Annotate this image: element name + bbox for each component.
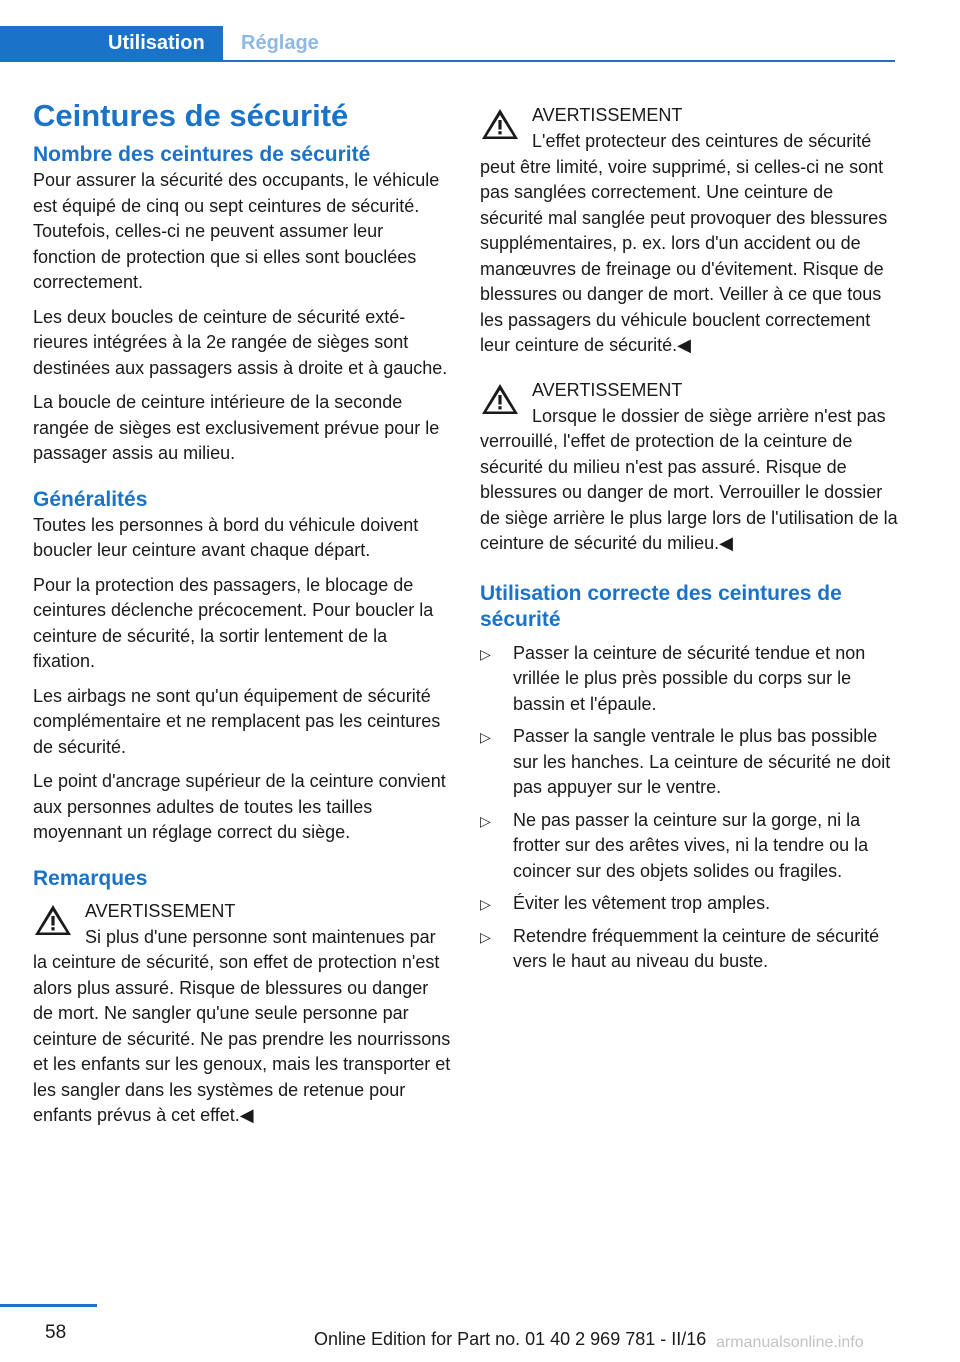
page-title: Ceintures de sécurité: [33, 98, 349, 133]
list-item: [480, 924, 898, 975]
right-column: [480, 102, 898, 982]
bullet-list: [480, 641, 898, 975]
warning-text: L'effet protecteur des ceintures de sécurité peut être limité, voire supprimé, si celles-ci ne sont pas sanglées correctement. Une ceinture de sécurité mal sanglée peut provoquer des blessures supplémentaires, p. ex. lors d'un accident ou de manœuvres de freinage ou d'évitement. Risque de blessures ou danger de mort. Veiller à ce que tous les passagers du véhicule bouclent correctement leur ceinture de sécurité.◀: [480, 131, 888, 355]
paragraph: Le point d'ancrage supérieur de la ceinture convient aux personnes adultes de toutes les tailles moyennant un réglage correct du siège.: [33, 771, 446, 842]
footer-divider: [0, 1304, 97, 1307]
paragraph: Pour assurer la sécurité des occupants, le véhicule est équipé de cinq ou sept ceintures de sécurité. Toutefois, celles-ci ne peuvent assumer leur fonction de protection que si elles sont bouclées correctement.: [33, 170, 440, 292]
paragraph: Les deux boucles de ceinture de sécurité extérieures intégrées à la 2e rangée de sièges sont destinées aux passagers assis à droite et à gauche.: [33, 306, 448, 378]
list-item: [480, 891, 898, 917]
tab-utilisation[interactable]: [0, 26, 223, 60]
warning-title: AVERTISSEMENT: [532, 379, 683, 400]
warning-block: [480, 377, 898, 557]
warning-text: Si plus d'une personne sont maintenues par la ceinture de sécurité, son effet de protection n'est alors plus assuré. Risque de blessures ou danger de mort. Ne sangler qu'une seule personne par ceinture de sécurité. Ne pas prendre les nourrissons et les enfants sur les genoux, mais les transporter et les sangler dans les systèmes de retenue pour enfants prévus à cet effet.◀: [33, 926, 451, 1125]
heading-nombre: Nombre des ceintures de sécurité: [33, 143, 371, 166]
paragraph: Les airbags ne sont qu'un équipement de sécurité complémentaire et ne remplacent pas les ceintures de sécurité.: [33, 685, 441, 757]
warning-block: [480, 102, 898, 359]
list-item-text: Passer la sangle ventrale le plus bas possible sur les hanches. La ceinture de sécurité ne doit pas appuyer sur le ventre.: [513, 726, 891, 797]
tab-reglage[interactable]: Réglage: [241, 32, 319, 54]
warning-triangle-icon: [480, 381, 520, 417]
header-tabs: [0, 26, 895, 62]
header-divider: [0, 60, 895, 62]
list-item-text: Passer la ceinture de sécurité tendue et non vrillée le plus près possible du corps sur le bassin et l'épaule.: [513, 642, 866, 714]
triangle-right-icon: ▷: [480, 928, 491, 945]
paragraph: Pour la protection des passagers, le blocage de ceintures déclenche précocement. Pour boucler la ceinture de sécurité, la sortir lentement de la fixation.: [33, 574, 434, 671]
paragraph: Toutes les personnes à bord du véhicule doivent boucler leur ceinture avant chaque départ.: [33, 514, 419, 560]
triangle-right-icon: ▷: [480, 645, 491, 662]
warning-triangle-icon: [480, 106, 520, 142]
warning-title: AVERTISSEMENT: [85, 900, 236, 921]
page-number: 58: [45, 1322, 67, 1343]
watermark: armanualsonline.info: [716, 1334, 864, 1351]
warning-triangle-icon: [33, 902, 73, 938]
triangle-right-icon: ▷: [480, 812, 491, 829]
edition-info: Online Edition for Part no. 01 40 2 969 781 - II/16: [314, 1329, 707, 1349]
list-item: [480, 641, 898, 718]
list-item-text: Ne pas passer la ceinture sur la gorge, ni la frotter sur des arêtes vives, ni la tendre ou la coincer sur des objets solides ou fragiles.: [513, 809, 869, 881]
warning-text: Lorsque le dossier de siège arrière n'est pas verrouillé, l'effet de protection de la ceinture de sécurité du milieu n'est pas assuré. Risque de blessures ou danger de mort. Verrouiller le dossier de siège arrière le plus large lors de l'utilisation de la ceinture de sécurité du milieu.◀: [480, 405, 898, 553]
list-item-text: Éviter les vêtement trop amples.: [513, 893, 771, 913]
warning-title: AVERTISSEMENT: [532, 105, 683, 125]
heading-generalites: Généralités: [33, 487, 148, 511]
heading-utilisation: Utilisation correcte des ceintures de sécurité: [480, 581, 842, 631]
triangle-right-icon: ▷: [480, 896, 491, 912]
tab-utilisation-label: Utilisation: [108, 32, 205, 54]
triangle-right-icon: ▷: [480, 729, 491, 745]
list-item: [480, 808, 898, 885]
list-item: [480, 724, 898, 801]
warning-block: [33, 898, 451, 1129]
left-column: [33, 96, 451, 1143]
paragraph: La boucle de ceinture intérieure de la seconde rangée de sièges est exclusivement prévue pour le passager assis au milieu.: [33, 392, 440, 463]
list-item-text: Retendre fréquemment la ceinture de sécurité vers le haut au niveau du buste.: [513, 925, 880, 971]
heading-remarques: Remarques: [33, 866, 148, 890]
